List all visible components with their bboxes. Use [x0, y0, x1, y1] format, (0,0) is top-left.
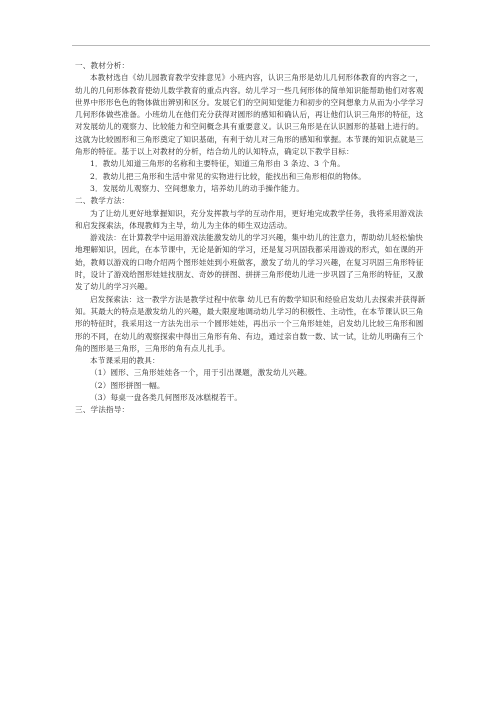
section-heading: 二、教学方法：	[75, 196, 130, 206]
document-body	[75, 60, 427, 417]
section-heading: 一、教材分析：	[75, 61, 130, 70]
paragraph: 本教材选自《幼儿园教育教学安排意见》小班内容，认识三角形是幼儿几何形体教育的内容之一，幼儿的几何形体教育使幼儿数学教育的重点内容。幼儿学习一些几何形体的简单知识能帮助他们对客观世界中形形色色的物体做出辨别和区分。发展它们的空间知觉能力和初步的空间想象力从而为小学学习几何形体做些准备。小班幼儿在他们充分获得对圆形的感知和确认后，再让他们认识三角形的特征，这对发展幼儿的观察力、比较能力和空间概念具有重要意义。认识三角形是在认识圆形的基础上进行的。这就为比较圆形和三角形奠定了知识基础，有利于幼儿对三角形的感知和掌握。本节课的知识点就是三角形的特征。基于以上对教材的分析，结合幼儿的认知特点，确定以下教学目标：	[75, 73, 424, 157]
paragraph: 启发探索法：这一教学方法是教学过程中依靠 幼儿已有的数学知识和经验启发幼儿去探索并获得新知。其最大的特点是激发幼儿的兴趣，最大限度地调动幼儿学习的积极性、主动性，在本节课认识三角形的特征时，我采用这一方法先出示一个圆形娃娃，再出示一个三角形娃娃，启发幼儿比较三角形和圆形的不同，在幼儿的观察探索中得出三角形有角、有边，通过亲自数一数、试一试，让幼儿明确有三个角的图形是三角形，三角形的角有点儿扎手。	[75, 294, 426, 353]
header-rule	[72, 45, 430, 46]
list-item: 2．教幼儿把三角形和生活中常见的实物进行比较，能找出和三角形相似的物体。	[90, 171, 367, 181]
paragraph: 本节课采用的教具：	[90, 356, 160, 366]
list-item: 3．发展幼儿观察力、空间想象力，培养幼儿的动手操作能力。	[90, 183, 305, 193]
list-item: （1）圆形、三角形娃娃各一个，用于引出课题，激发幼儿兴趣。	[90, 368, 312, 378]
list-item: （2）图形拼图一幅。	[90, 380, 165, 390]
paragraph: 为了让幼儿更好地掌握知识，充分发挥教与学的互动作用，更好地完成教学任务，我将采用游戏法和启发探索法，体现教师为主导，幼儿为主体的师生双边活动。	[75, 208, 423, 230]
section-heading: 三、学法指导：	[75, 405, 130, 415]
list-item: （3）每桌一盘各类几何图形及冰糕棍若干。	[90, 393, 243, 403]
paragraph: 游戏法：在计算教学中运用游戏法能激发幼儿的学习兴趣，集中幼儿的注意力，帮助幼儿轻松愉快地理解知识，因此，在本节课中，无论是新知的学习，还是复习巩固我都采用游戏的形式，如在课的开始，教师以游戏的口吻介绍两个图形娃娃到小班做客，激发了幼儿的学习兴趣，在复习巩固三角形特征时，设计了游戏给图形娃娃找朋友、奇妙的拼图、拼拼三角形使幼儿进一步巩固了三角形的特征，又激发了幼儿的学习兴趣。	[75, 233, 424, 292]
list-item: 1．教幼儿知道三角形的名称和主要特征，知道三角形由 3 条边、3 个角。	[90, 159, 345, 169]
